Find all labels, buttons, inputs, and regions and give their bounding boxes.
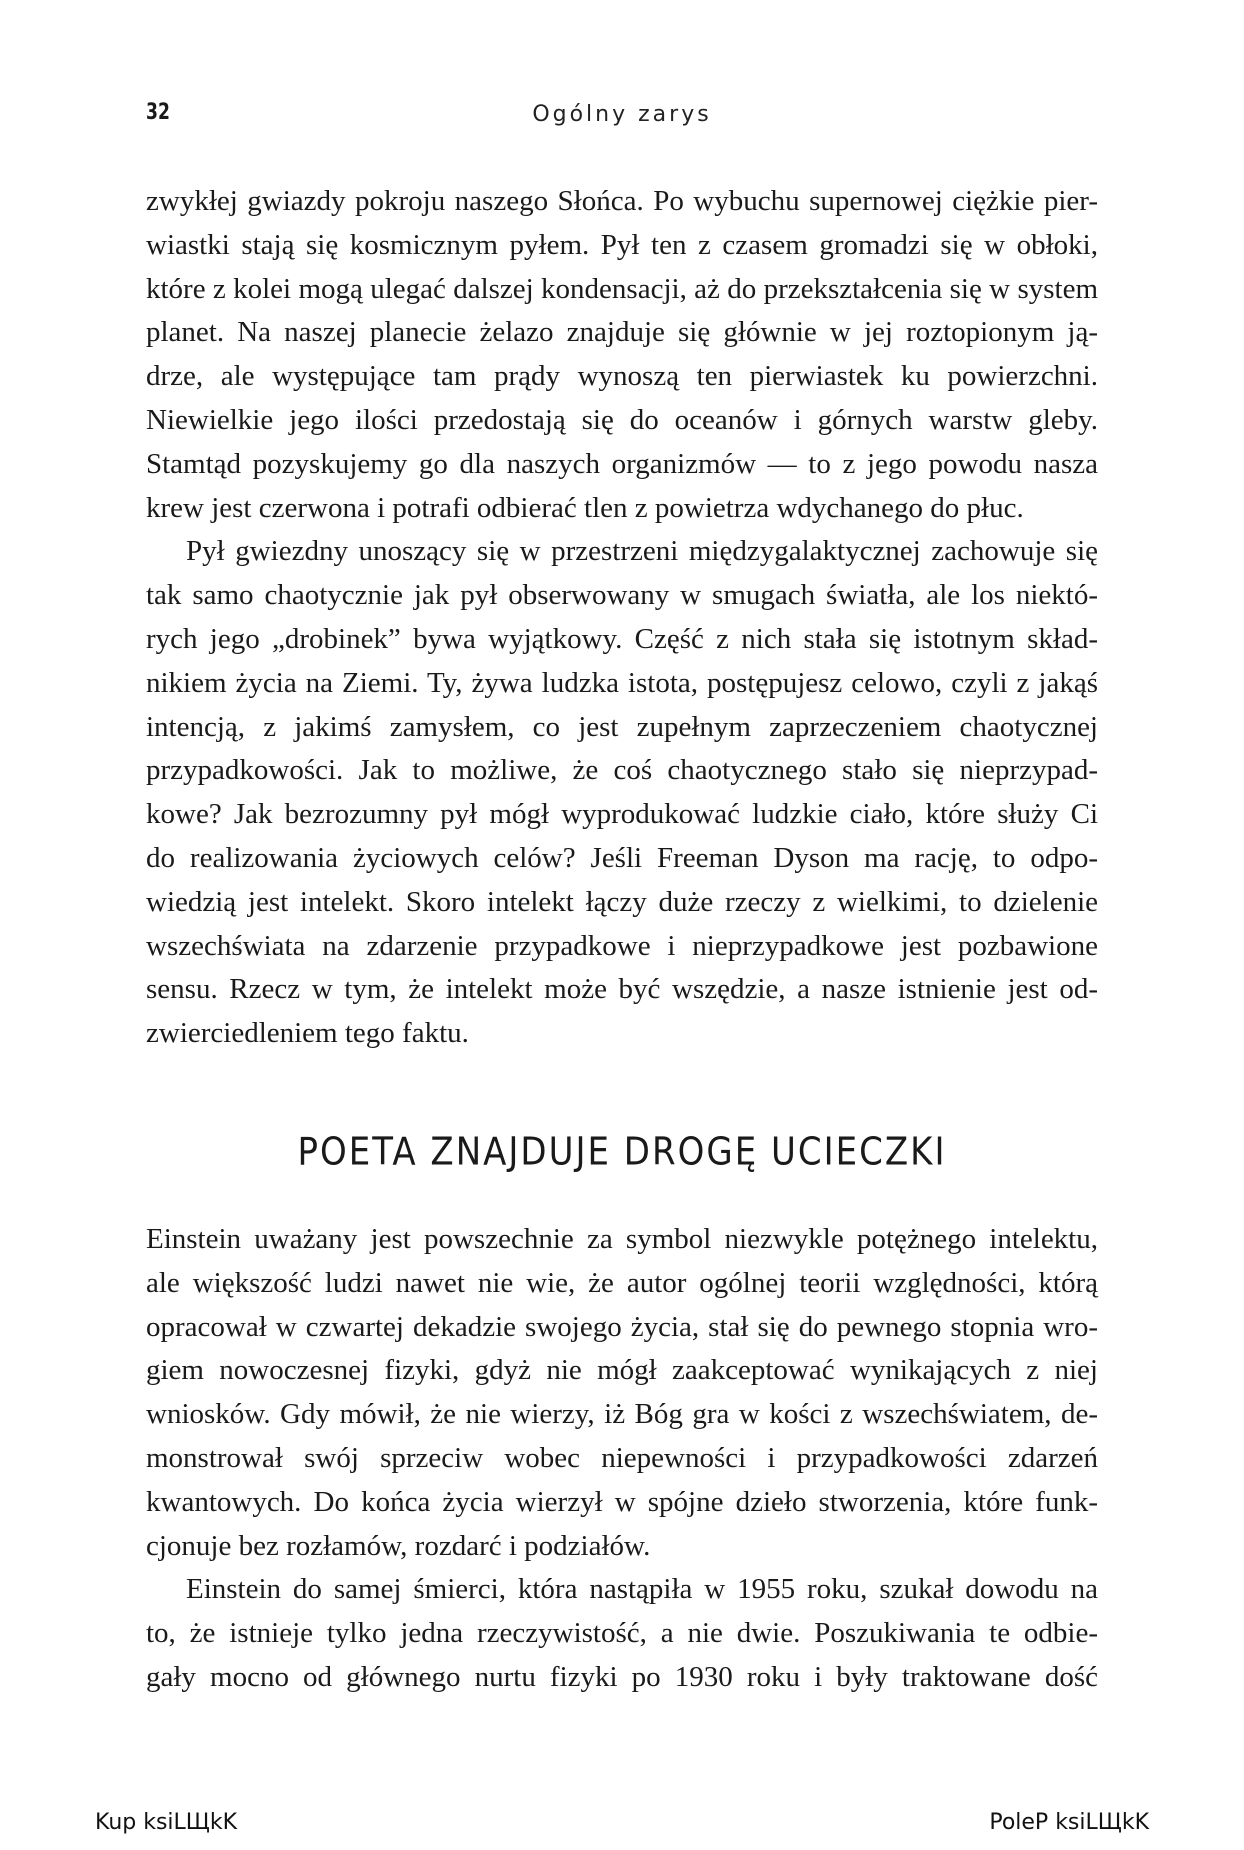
section-heading: POETA ZNAJDUJE DROGĘ UCIECZKI <box>297 1130 947 1175</box>
paragraph <box>146 530 1098 1056</box>
text-line: planet. Na naszej planecie żelazo znajduje się głównie w jej roztopionym ją- <box>146 316 1098 349</box>
text-line: kwantowych. Do końca życia wierzył w spójne dzieło stworzenia, które funk- <box>146 1485 1098 1518</box>
text-line: monstrował swój sprzeciw wobec niepewności i przypadkowości zdarzeń <box>146 1441 1098 1474</box>
recommend-book-link[interactable]: PoleP ksiLЩkK <box>989 1810 1149 1835</box>
text-line: wszechświata na zdarzenie przypadkowe i nieprzypadkowe jest pozbawione <box>146 929 1098 962</box>
text-line: gały mocno od głównego nurtu fizyki po 1930 roku i były traktowane dość <box>146 1660 1098 1693</box>
text-line: Niewielkie jego ilości przedostają się do oceanów i górnych warstw gleby. <box>146 403 1098 436</box>
running-title: Ogólny zarys <box>532 102 712 127</box>
text-block-top <box>146 180 1098 1056</box>
text-line: kowe? Jak bezrozumny pył mógł wyprodukować ludzkie ciało, które służy Ci <box>146 798 1098 831</box>
text-line: to, że istnieje tylko jedna rzeczywistość, a nie dwie. Poszukiwania te odbie- <box>146 1617 1098 1650</box>
text-line: Einstein do samej śmierci, która nastąpiła w 1955 roku, szukał dowodu na <box>186 1573 1098 1606</box>
text-block-bottom <box>146 1218 1098 1700</box>
paragraph <box>146 1218 1098 1568</box>
text-line: przypadkowości. Jak to możliwe, że coś chaotycznego stało się nieprzypad- <box>146 754 1098 787</box>
text-line: zwykłej gwiazdy pokroju naszego Słońca. Po wybuchu supernowej ciężkie pier- <box>146 185 1098 217</box>
page-number: 32 <box>146 100 170 125</box>
text-line: wniosków. Gdy mówił, że nie wierzy, iż Bóg gra w kości z wszechświatem, de- <box>146 1398 1098 1431</box>
paragraph <box>146 180 1098 530</box>
text-line: intencją, z jakimś zamysłem, co jest zupełnym zaprzeczeniem chaotycznej <box>146 710 1098 743</box>
text-line: Stamtąd pozyskujemy go dla naszych organizmów — to z jego powodu nasza <box>146 447 1098 480</box>
text-line: nikiem życia na Ziemi. Ty, żywa ludzka istota, postępujesz celowo, czyli z jakąś <box>146 666 1098 699</box>
text-line: krew jest czerwona i potrafi odbierać tlen z powietrza wdychanego do płuc. <box>146 491 1024 524</box>
text-line: które z kolei mogą ulegać dalszej kondensacji, aż do przekształcenia się w system <box>146 272 1098 305</box>
text-line: Pył gwiezdny unoszący się w przestrzeni międzygalaktycznej zachowuje się <box>186 535 1098 568</box>
text-line: tak samo chaotycznie jak pył obserwowany w smugach światła, ale los niektó- <box>146 579 1098 612</box>
text-line: wiastki stają się kosmicznym pyłem. Pył ten z czasem gromadzi się w obłoki, <box>146 228 1098 261</box>
text-line: cjonuje bez rozłamów, rozdarć i podziałów. <box>146 1529 651 1562</box>
text-line: do realizowania życiowych celów? Jeśli Freeman Dyson ma rację, to odpo- <box>146 841 1098 874</box>
text-line: ale większość ludzi nawet nie wie, że autor ogólnej teorii względności, którą <box>146 1266 1098 1299</box>
text-line: opracował w czwartej dekadzie swojego życia, stał się do pewnego stopnia wro- <box>146 1310 1098 1343</box>
text-line: rych jego „drobinek” bywa wyjątkowy. Część z nich stała się istotnym skład- <box>146 622 1098 655</box>
text-line: drze, ale występujące tam prądy wynoszą ten pierwiastek ku powierzchni. <box>146 360 1098 393</box>
text-line: sensu. Rzecz w tym, że intelekt może być wszędzie, a nasze istnienie jest od- <box>146 973 1098 1006</box>
paragraph <box>146 1568 1098 1699</box>
text-line: zwierciedleniem tego faktu. <box>146 1017 469 1050</box>
text-line: wiedzią jest intelekt. Skoro intelekt łączy duże rzeczy z wielkimi, to dzielenie <box>146 885 1098 918</box>
text-line: giem nowoczesnej fizyki, gdyż nie mógł zaakceptować wynikających z niej <box>146 1354 1098 1387</box>
text-line: Einstein uważany jest powszechnie za symbol niezwykle potężnego intelektu, <box>146 1223 1098 1255</box>
buy-book-link[interactable]: Kup ksiLЩkK <box>95 1810 238 1835</box>
